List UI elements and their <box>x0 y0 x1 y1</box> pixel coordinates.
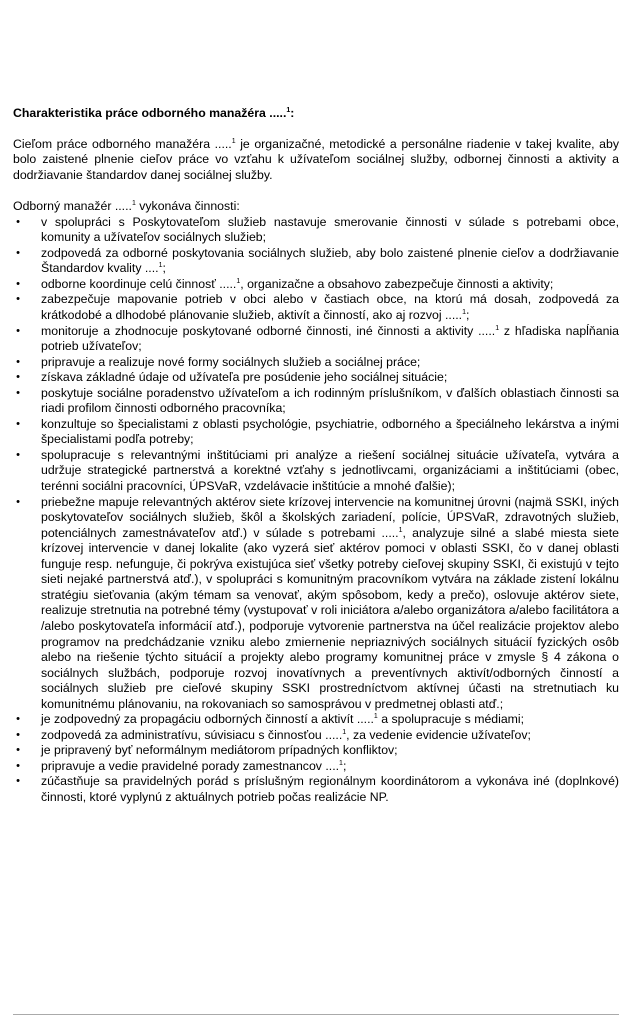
footer-divider <box>13 1014 619 1015</box>
bullet-icon: • <box>16 744 20 757</box>
activities-lead <box>13 199 619 215</box>
list-item-text: pripravuje a realizuje nové formy sociálnych služieb a sociálnej práce; <box>41 354 421 369</box>
intro-text-start: Cieľom práce odborného manažéra ..... <box>13 136 232 151</box>
list-item-text: je zodpovedný za propagáciu odborných činností a aktivít ..... <box>41 712 374 727</box>
list-item <box>13 448 619 495</box>
list-item <box>13 759 619 775</box>
list-item <box>13 246 619 277</box>
activity-list <box>13 215 619 806</box>
bullet-icon: • <box>16 215 20 228</box>
list-item-text: získava základné údaje od užívateľa pre posúdenie jeho sociálnej situácie; <box>41 370 448 385</box>
bullet-icon: • <box>16 386 20 399</box>
footnote-ref: 1 <box>373 713 378 721</box>
list-item-text-end: ; <box>162 261 166 276</box>
list-item-text: v spolupráci s Poskytovateľom služieb nastavuje smerovanie činnosti v súlade s potrebami obce, komunity a užívateľov sociálnych služieb; <box>41 214 619 245</box>
list-item <box>13 728 619 744</box>
bullet-icon: • <box>16 713 20 726</box>
bullet-icon: • <box>16 728 20 741</box>
bullet-icon: • <box>16 324 20 337</box>
footnote-ref: 1 <box>495 324 500 332</box>
list-item-text: je pripravený byť neformálnym mediátorom prípadných konfliktov; <box>41 743 398 758</box>
list-item-text: spolupracuje s relevantnými inštitúciami pri analýze a riešení sociálnej situácie užívateľa, vytvára a udržuje strategické partnerstvá a korektné vzťahy s jednotlivcami, organizáciami a inštitúciami (obec, terénni sociálni pracovníci, ÚPSVaR, vzdelávacie inštitúcie a mnohé ďalšie); <box>41 447 619 494</box>
list-item <box>13 743 619 759</box>
list-item-text: zodpovedá za odborné poskytovania sociálnych služieb, aby bolo zaistené plnenie cieľov a dodržiavanie Štandardov kvality .... <box>41 245 619 276</box>
bullet-icon: • <box>16 371 20 384</box>
footnote-ref: 1 <box>398 526 403 534</box>
list-item <box>13 277 619 293</box>
list-item-text-end: ; <box>466 308 470 323</box>
bullet-icon: • <box>16 355 20 368</box>
list-item <box>13 417 619 448</box>
footnote-ref: 1 <box>236 277 241 285</box>
list-item-text: odborne koordinuje celú činnosť ..... <box>41 276 237 291</box>
list-item-text: zodpovedá za administratívu, súvisiacu s činnosťou ..... <box>41 727 343 742</box>
bullet-icon: • <box>16 775 20 788</box>
list-item-text: monitoruje a zhodnocuje poskytované odborné činnosti, iné činnosti a aktivity ..... <box>41 323 496 338</box>
list-item-text: zúčastňuje sa pravidelných porád s príslušným regionálnym koordinátorom a vykonáva iné (doplnkové) činnosti, ktoré vyplynú z aktuálnych potrieb počas realizácie NP. <box>41 774 619 804</box>
section-title <box>13 106 619 122</box>
bullet-icon: • <box>16 759 20 772</box>
list-item <box>13 292 619 323</box>
section-title-text: Charakteristika práce odborného manažéra ..... <box>13 106 287 120</box>
bullet-icon: • <box>16 495 20 508</box>
bullet-icon: • <box>16 448 20 461</box>
lead-text-start: Odborný manažér ..... <box>13 199 132 214</box>
list-item-text: priebežne mapuje relevantných aktérov siete krízovej intervencie na komunitnej úrovni (najmä SSKI, iných poskytovateľov sociálnych služieb, škôl a školských zariadení, polície, ÚPSVaR, zdravotných služieb, potenciálnych zamestnávateľov atď.) v súlade s potrebami ..... <box>41 494 619 540</box>
footnote-ref: 1 <box>231 137 236 145</box>
footnote-ref: 1 <box>462 309 466 317</box>
list-item <box>13 495 619 713</box>
list-item-text: konzultuje so špecialistami z oblasti psychológie, psychiatrie, odborného a špeciálneho lekárstva a inými špecialistami podľa potreby; <box>41 416 619 447</box>
list-item-text-end: , organizačne a obsahovo zabezpečuje činnosti a aktivity; <box>240 276 554 291</box>
footnote-ref: 1 <box>158 262 163 270</box>
list-item <box>13 324 619 355</box>
footnote-ref: 1 <box>339 759 343 767</box>
list-item-text-end: z hľadiska napĺňania potrieb užívateľov; <box>41 323 619 354</box>
list-item-text: pripravuje a vedie pravidelné porady zamestnancov .... <box>41 758 340 773</box>
lead-text-end: vykonáva činnosti: <box>135 199 240 214</box>
bullet-icon: • <box>16 246 20 259</box>
bullet-icon: • <box>16 417 20 430</box>
list-item-text-end: , analyzuje silné a slabé miesta siete krízovej intervencie v danej lokalite (ako vyzerá sieť aktérov pomoci v oblasti SSKI, čo v danej oblasti funguje resp. nefunguje, či pokrýva existujúca sieť všetky potreby cieľovej skupiny SSKI, či existujú v tejto sieti nejaké partnerstvá atď.), v spolupráci s komunitným pracovníkom vytvára na základe zistení lokálnu stratégiu sieťovania (akým témam sa venovať, akým spôsobom, kedy a prečo), oslovuje aktérov siete, realizuje stretnutia na potrebné témy (vystupovať v roli iniciátora a/alebo organizátora a/alebo facilitátora a /alebo poskytovateľa informácií atď.), podporuje vytvorenie partnerstva na účel realizácie projektov alebo programov na predchádzanie vzniku alebo zmiernenie nepriaznivých sociálnych situácií fyzických osôb alebo na riešenie týchto situácií a projekty alebo programy komunitnej práce v zmysle § 4 zákona o sociálnych službách, podporuje rozvoj inovatívnych a preventívnych aktivít/odborných činností a sociálnych služieb pre cieľové skupiny SSKI prostredníctvom aktívnej účasti na stretnutiach ku komunitnému plánovaniu, na rokovaniach so samosprávou v predmetnej oblasti atď.; <box>41 525 619 711</box>
list-item <box>13 712 619 728</box>
list-item-text-end: a spolupracuje s médiami; <box>377 712 525 727</box>
bullet-icon: • <box>16 293 20 306</box>
list-item-text-end: ; <box>342 758 347 773</box>
bullet-icon: • <box>16 277 20 290</box>
list-item-text-end: , za vedenie evidencie užívateľov; <box>346 727 531 742</box>
section-title-colon: : <box>290 106 295 120</box>
list-item <box>13 215 619 246</box>
document-body <box>13 106 619 806</box>
intro-paragraph <box>13 137 619 184</box>
footnote-ref: 1 <box>342 728 347 736</box>
list-item-text: zabezpečuje mapovanie potrieb v obci alebo v častiach obce, na ktorú má dosah, zodpovedá za krátkodobé a dlhodobé plánovanie služieb, aktivít a činností, ako aj rozvoj ..... <box>41 292 619 323</box>
footnote-ref: 1 <box>286 107 291 114</box>
footnote-ref: 1 <box>131 200 136 208</box>
intro-text-end: je organizačné, metodické a personálne riadenie v takej kvalite, aby bolo zaistené plnenie cieľov práce vo vzťahu k užívateľom sociálnej služby, odbornej činnosti a aktivity a dodržiavanie štandardov danej sociálnej služby. <box>13 136 619 182</box>
list-item <box>13 370 619 386</box>
list-item <box>13 386 619 417</box>
list-item <box>13 774 619 805</box>
list-item-text: poskytuje sociálne poradenstvo užívateľom a ich rodinným príslušníkom, v ďalších oblastiach činnosti sa riadi profilom činnosti odborného pracovníka; <box>41 385 619 416</box>
list-item <box>13 355 619 371</box>
